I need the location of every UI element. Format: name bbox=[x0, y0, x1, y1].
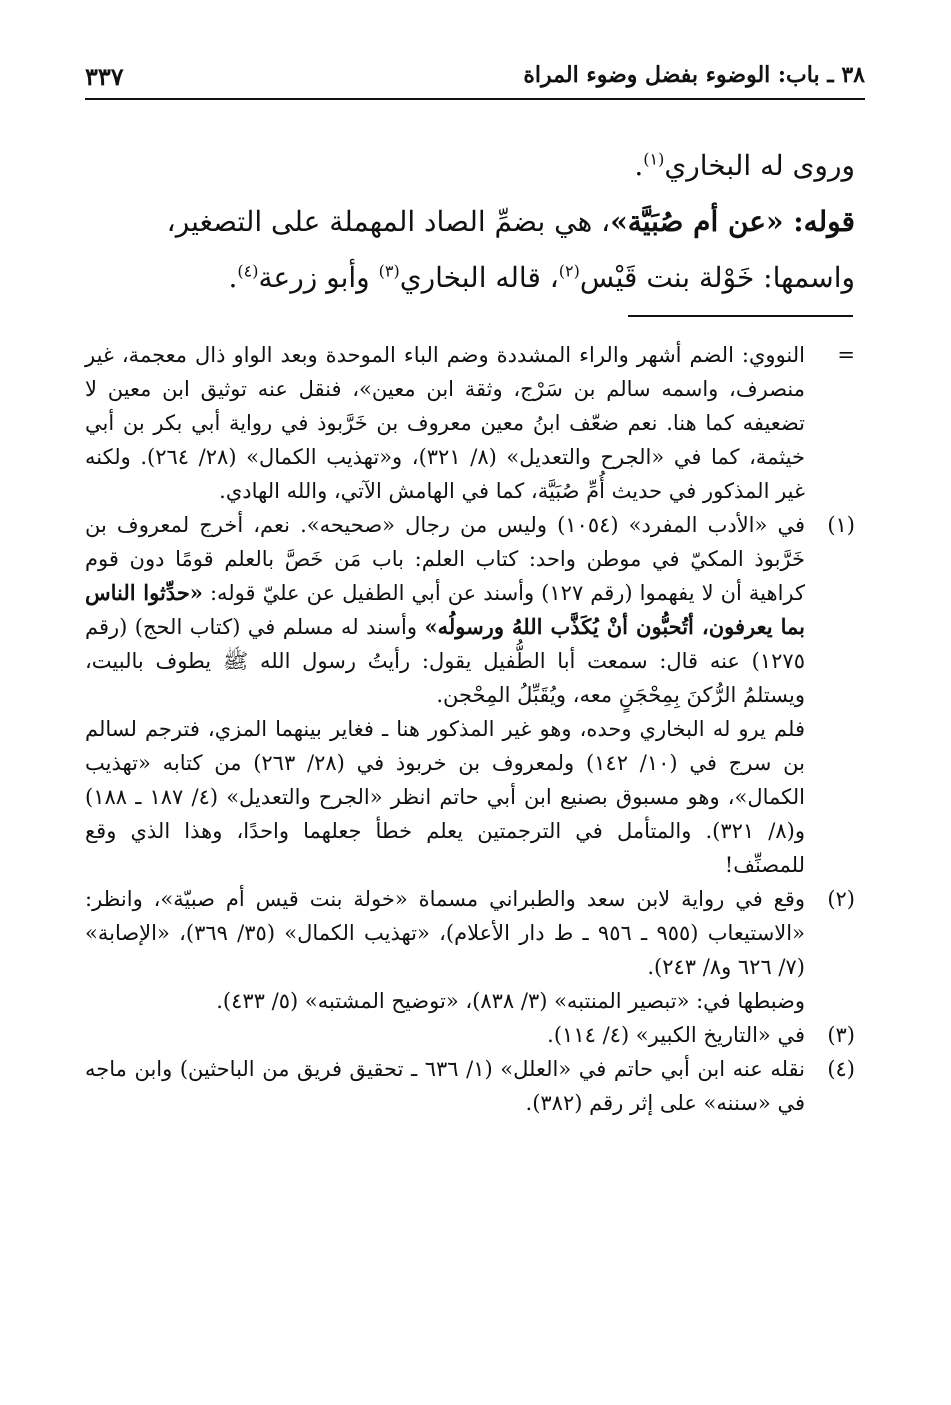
footnote-marker: (٢) bbox=[827, 887, 855, 911]
footnote-text-cont: فلم يرو له البخاري وحده، وهو غير المذكور هنا ـ فغاير بينهما المزي، فترجم لسالم بن سرج في (١٠/ ١٤٢) ولمعروف بن خربوذ في (٢٨/ ٢٦٣) من كتابه «تهذيب الكمال»، وهو مسبوق بصنيع ابن أبي حاتم انظر «الجرح والتعديل» (٤/ ١٨٧ ـ ١٨٨) و(٨/ ٣٢١). والمتأمل في الترجمتين يعلم خطأ جعلهما واحدًا، وهذا الذي وقع للمصنِّف! bbox=[85, 717, 805, 877]
header-rule bbox=[85, 98, 865, 100]
main-line-2: قوله: «عن أم صُبَيَّة»، هي بضمِّ الصاد المهملة على التصغير، bbox=[166, 205, 855, 238]
page-number: ٣٣٧ bbox=[85, 62, 124, 91]
footnote-4 bbox=[85, 1052, 865, 1120]
footnote-1 bbox=[85, 508, 865, 882]
main-line-3: واسمها: خَوْلة بنت قَيْس$^{(٢)}$، قاله البخاري$^{(٣)}$ وأبو زرعة$^{(٤)}$. bbox=[228, 261, 855, 294]
footnote-marker: (٤) bbox=[827, 1057, 855, 1081]
footnote-marker: = bbox=[837, 343, 855, 367]
footnote-text: النووي: الضم أشهر والراء المشددة وضم الباء الموحدة وبعد الواو ذال معجمة، غير منصرف، واسمه سالم بن سَرْج، وثقة ابن معين»، فنقل عنه توثيق ابن معين لا تضعيفه كما هنا. نعم ضعّف ابنُ معين معروف بن خَرَّبوذ في رواية أبي بكر بن أبي خيثمة، كما في «الجرح والتعديل» (٨/ ٣٢١)، و«تهذيب الكمال» (٢٨/ ٢٦٤). ولكنه غير المذكور في حديث أُمِّ صُبَيَّة، كما في الهامش الآتي، والله الهادي. bbox=[85, 343, 805, 503]
running-header bbox=[85, 62, 865, 96]
footnote-text: في «التاريخ الكبير» (٤/ ١١٤). bbox=[547, 1023, 805, 1047]
footnote-text: وقع في رواية لابن سعد والطبراني مسماة «خولة بنت قيس أم صبيّة»، وانظر: «الاستيعاب (٩٥٥ ـ ٩٥٦ ـ ط دار الأعلام)، «تهذيب الكمال» (٣٥/ ٣٦٩)، «الإصابة» (٧/ ٦٢٦ و٨/ ٢٤٣). bbox=[85, 887, 805, 979]
footnote-3 bbox=[85, 1018, 865, 1052]
main-line-1: وروى له البخاري$^{(١)}$. bbox=[634, 149, 855, 182]
footnote-2 bbox=[85, 882, 865, 1018]
footnote-marker: (١) bbox=[827, 513, 855, 537]
footnote-marker: (٣) bbox=[827, 1023, 855, 1047]
main-text bbox=[85, 138, 855, 306]
footnote-text: في «الأدب المفرد» (١٠٥٤) وليس من رجال «صحيحه». نعم، أخرج لمعروف بن خَرَّبوذ المكيّ في موطن واحد: كتاب العلم: باب مَن خَصَّ بالعلم قومًا دون قوم كراهية أن لا يفهموا (رقم ١٢٧) وأسند عن أبي الطفيل عن عليّ قوله: «حدِّثوا الناس بما يعرفون، أتُحبُّون أنْ يُكَذَّب اللهُ ورسولُه» وأسند له مسلم في (كتاب الحج) (رقم ١٢٧٥) عنه قال: سمعت أبا الطُّفيل يقول: رأيتُ رسول الله ﷺ يطوف بالبيت، ويستلمُ الرُّكنَ بِمِحْجَنٍ معه، ويُقَبِّلُ المِحْجن. bbox=[85, 513, 806, 707]
chapter-title: ٣٨ ـ باب: الوضوء بفضل وضوء المراة bbox=[523, 62, 865, 88]
footnote-text: نقله عنه ابن أبي حاتم في «العلل» (١/ ٦٣٦ ـ تحقيق فريق من الباحثين) وابن ماجه في «سننه» على إثر رقم (٣٨٢). bbox=[85, 1057, 806, 1115]
footnotes bbox=[85, 338, 865, 1120]
footnote-text-cont: وضبطها في: «تبصير المنتبه» (٣/ ٨٣٨)، «توضيح المشتبه» (٥/ ٤٣٣). bbox=[216, 989, 805, 1013]
footnote-continued bbox=[85, 338, 865, 508]
footnote-separator bbox=[628, 315, 853, 317]
